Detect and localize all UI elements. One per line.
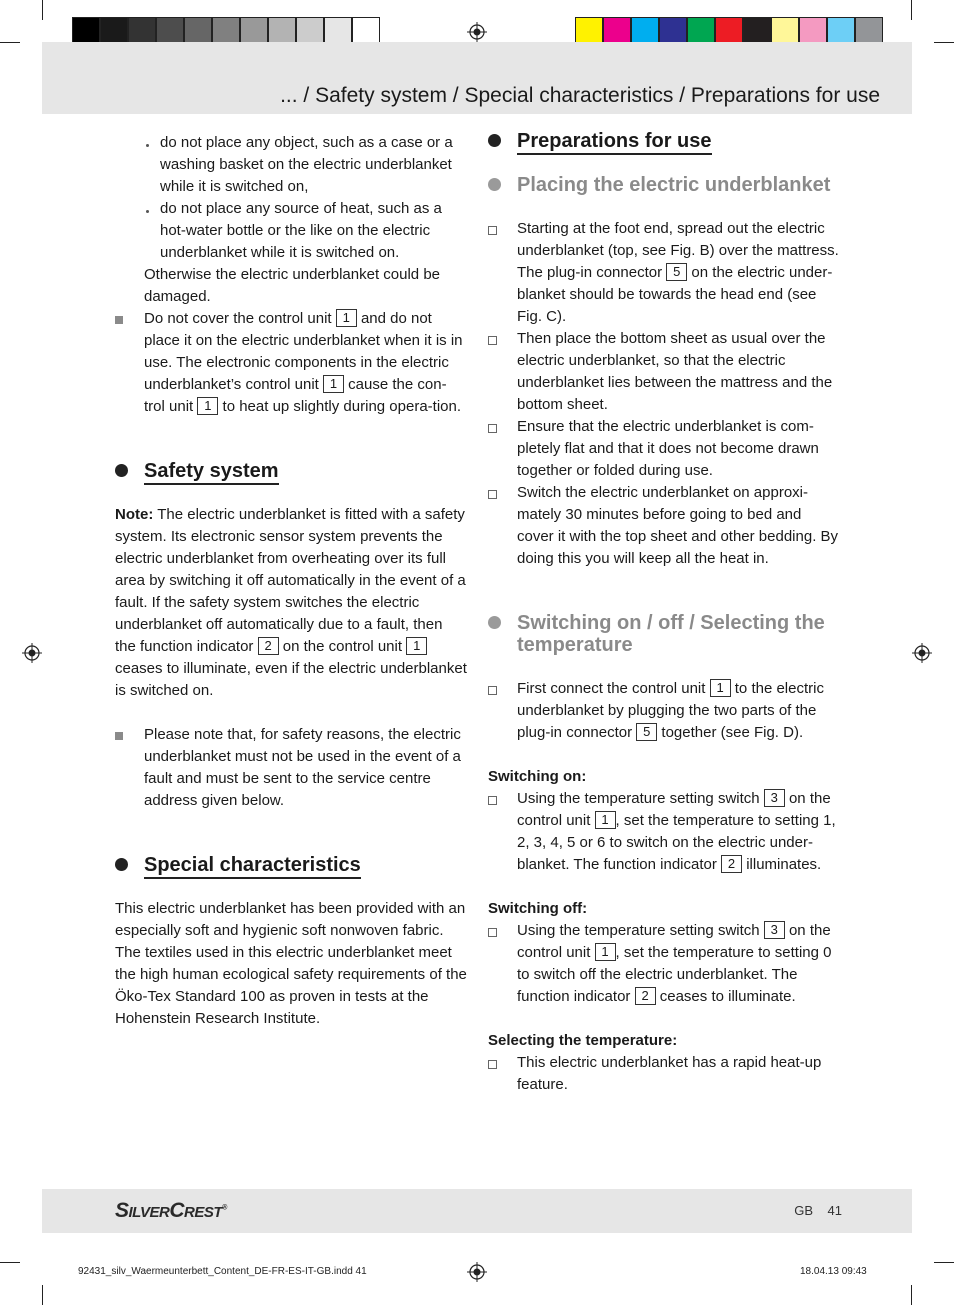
crop-mark <box>911 1285 912 1305</box>
right-column <box>488 130 840 1096</box>
registration-mark-icon <box>467 1262 487 1282</box>
label-switching-on: Switching on: <box>488 768 587 785</box>
list-item: Do not cover the control unit 1 and do not place it on the electric underblanket when it is in use. The electronic components in the electric underblanket’s control unit 1 cause the con-trol unit 1 to heat up slightly during opera-tion. <box>115 308 467 418</box>
section-heading: Special characteristics <box>115 854 467 876</box>
page-title: ... / Safety system / Special characteristics / Preparations for use <box>280 84 880 107</box>
slug-filename: 92431_silv_Waermeunterbett_Content_DE-FR-ES-IT-GB.indd 41 <box>78 1266 367 1277</box>
crop-mark <box>0 1262 20 1263</box>
list-item: Starting at the foot end, spread out the electric underblanket (top, see Fig. B) over the mattress. The plug-in connector 5 on the electric under-blanket should be towards the head end (see Fig. C). <box>488 218 840 328</box>
left-column <box>115 132 467 1030</box>
list-item: This electric underblanket has a rapid heat-up feature. <box>488 1052 840 1096</box>
crop-mark <box>42 0 43 20</box>
subsection-heading: Switching on / off / Selecting the temperature <box>488 612 840 656</box>
label-selecting-temperature: Selecting the temperature: <box>488 1032 678 1049</box>
paragraph: Otherwise the electric underblanket could be damaged. <box>144 266 441 305</box>
crop-mark <box>0 42 20 43</box>
crop-mark <box>934 1262 954 1263</box>
crop-mark <box>42 1285 43 1305</box>
list-item: Please note that, for safety reasons, the electric underblanket must not be used in the event of a fault and must be sent to the service centre address given below. <box>115 724 467 812</box>
brand-logo: SILVERCREST® <box>115 1199 227 1222</box>
list-item: Then place the bottom sheet as usual over the electric underblanket, so that the electric underblanket lies between the mattress and the bottom sheet. <box>488 328 840 416</box>
crop-mark <box>934 42 954 43</box>
note-paragraph: Note: The electric underblanket is fitted with a safety system. Its electronic sensor system prevents the electric underblanket from overheating over its full area by switching it off automatically in the event of a fault. If the safety system switches the electric underblanket off automatically due to a fault, then the function indicator 2 on the control unit 1 ceases to illuminate, even if the electric underblanket is switched on. <box>115 506 467 699</box>
list-item: do not place any source of heat, such as a hot-water bottle or the like on the electric underblanket while it is switched on. <box>144 198 467 264</box>
crop-mark <box>911 0 912 20</box>
page-number: GB 41 <box>794 1203 842 1218</box>
slug-date: 18.04.13 09:43 <box>800 1266 867 1277</box>
list-item: Using the temperature setting switch 3 on the control unit 1 , set the temperature to setting 0 to switch off the electric underblanket. The function indicator 2 ceases to illuminate. <box>488 920 840 1008</box>
label-switching-off: Switching off: <box>488 900 588 917</box>
subsection-heading: Placing the electric underblanket <box>488 174 840 196</box>
registration-mark-icon <box>22 643 42 663</box>
section-heading: Preparations for use <box>488 130 840 152</box>
section-heading: Safety system <box>115 460 467 482</box>
list-item: Using the temperature setting switch 3 on the control unit 1 , set the temperature to setting 1, 2, 3, 4, 5 or 6 to switch on the electric under-blanket. The function indicator 2 illuminates. <box>488 788 840 876</box>
paragraph: This electric underblanket has been provided with an especially soft and hygienic soft nonwoven fabric. The textiles used in this electric underblanket meet the high human ecological safety requirements of the Öko-Tex Standard 100 as proven in tests at the Hohenstein Research Institute. <box>115 900 467 1027</box>
list-item: Ensure that the electric underblanket is com-pletely flat and that it does not become drawn together or folded during use. <box>488 416 840 482</box>
list-item: do not place any object, such as a case or a washing basket on the electric underblanket while it is switched on, <box>144 132 467 198</box>
registration-mark-icon <box>467 22 487 42</box>
registration-mark-icon <box>912 643 932 663</box>
list-item: Switch the electric underblanket on approxi-mately 30 minutes before going to bed and cover it with the top sheet and other bedding. By doing this you will keep all the heat in. <box>488 482 840 570</box>
list-item: First connect the control unit 1 to the electric underblanket by plugging the two parts of the plug-in connector 5 together (see Fig. D). <box>488 678 840 744</box>
